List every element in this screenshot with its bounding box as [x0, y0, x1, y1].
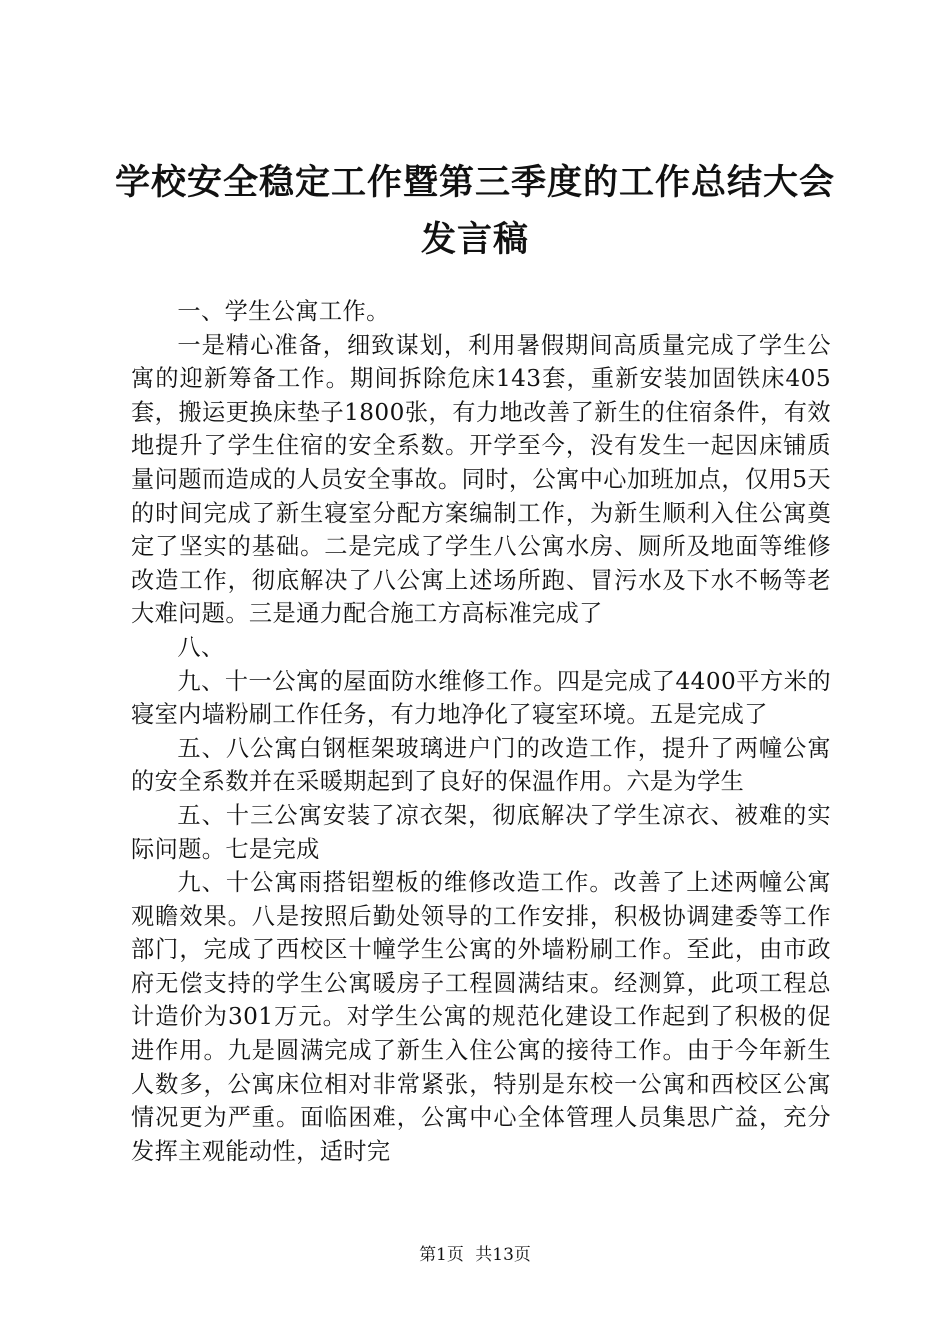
page-total: 共13页: [475, 1245, 531, 1265]
page-number: 第1页: [419, 1245, 464, 1265]
document-body: [131, 295, 831, 1168]
paragraph: 五、八公寓白钢框架玻璃进户门的改造工作，提升了两幢公寓的安全系数并在采暖期起到了良好的保温作用。六是为学生: [131, 734, 831, 796]
document-title-line-1: 学校安全稳定工作暨第三季度的工作总结大会: [114, 163, 835, 203]
paragraph: 八、: [177, 633, 225, 661]
paragraph: 一是精心准备，细致谋划，利用暑假期间高质量完成了学生公寓的迎新筹备工作。期间拆除危床143套，重新安装加固铁床405套，搬运更换床垫子1800张，有力地改善了新生的住宿条件，有效地提升了学生住宿的安全系数。开学至今，没有发生一起因床铺质量问题而造成的人员安全事故。同时，公寓中心加班加点，仅用5天的时间完成了新生寝室分配方案编制工作，为新生顺利入住公寓奠定了坚实的基础。二是完成了学生八公寓水房、厕所及地面等维修改造工作，彻底解决了八公寓上述场所跑、冒污水及下水不畅等老大难问题。三是通力配合施工方高标准完成了: [131, 331, 831, 628]
page-footer: [0, 1243, 950, 1267]
paragraph: 一、学生公寓工作。: [177, 298, 390, 325]
paragraph: 九、十一公寓的屋面防水维修工作。四是完成了4400平方米的寝室内墙粉刷工作任务，有力地净化了寝室环境。五是完成了: [131, 667, 831, 729]
document-title-line-2: 发言稿: [420, 220, 529, 260]
paragraph: 五、十三公寓安装了凉衣架，彻底解决了学生凉衣、被难的实际问题。七是完成: [131, 801, 831, 863]
paragraph: 九、十公寓雨搭铝塑板的维修改造工作。改善了上述两幢公寓观瞻效果。八是按照后勤处领导的工作安排，积极协调建委等工作部门，完成了西校区十幢学生公寓的外墙粉刷工作。至此，由市政府无偿支持的学生公寓暖房子工程圆满结束。经测算，此项工程总计造价为301万元。对学生公寓的规范化建设工作起到了积极的促进作用。九是圆满完成了新生入住公寓的接待工作。由于今年新生人数多，公寓床位相对非常紧张，特别是东校一公寓和西校区公寓情况更为严重。面临困难，公寓中心全体管理人员集思广益，充分发挥主观能动性，适时完: [131, 869, 831, 1165]
